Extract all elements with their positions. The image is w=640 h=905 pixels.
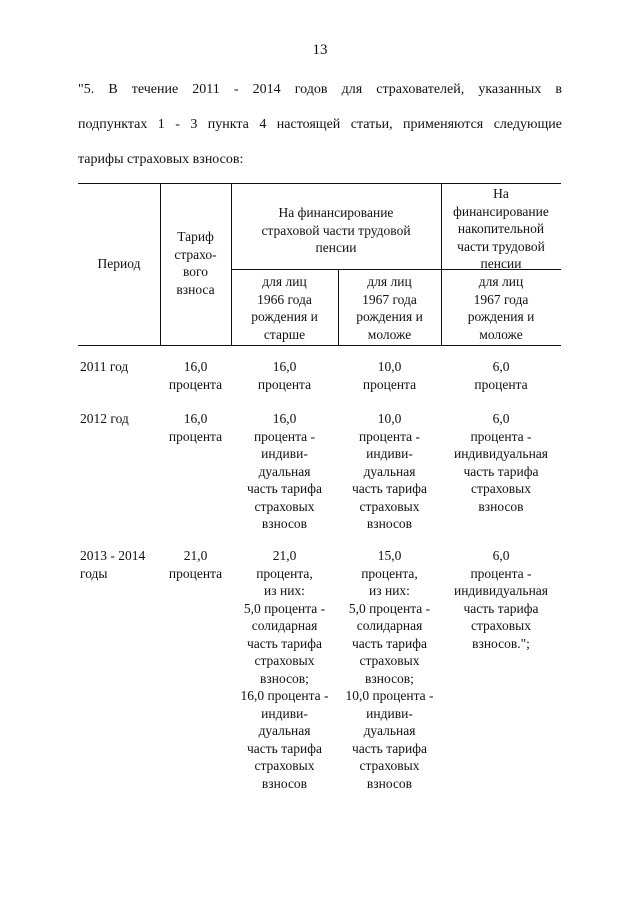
header-funded-1967-younger: для лиц 1967 года рождения и моложе [467,274,535,342]
header-top-border [78,183,561,184]
row-ins-1967: 10,0 процента - индиви- дуальная часть тарифа страховых взносов [352,411,427,531]
intro-line-3: тарифы страховых взносов: [78,152,244,167]
header-insurance-part: На финансирование страховой части трудовой пенсии [261,205,411,255]
row-tariff: 16,0 процента [168,359,223,392]
row-funded-1967: 6,0 процента - индивидуальная часть тарифа страховых взносов [453,411,548,514]
header-funded-part: На финансирование накопительной части трудовой пенсии [453,186,549,271]
header-ins-1966-older: для лиц 1966 года рождения и старше [251,274,318,342]
row-ins-1967: 15,0 процента, из них: 5,0 процента - солидарная часть тарифа страховых взносов; 10,0 процента - индиви- дуальная часть тарифа страховых взносов [345,548,434,791]
header-period: Период [97,256,141,271]
row-funded-1967: 6,0 процента [474,359,528,392]
header-ins-1967-younger: для лиц 1967 года рождения и моложе [356,274,423,342]
row-ins-1966: 21,0 процента, из них: 5,0 процента - солидарная часть тарифа страховых взносов; 16,0 процента - индиви- дуальная часть тарифа страховых взносов [240,548,329,791]
row-period: 2012 год [80,411,129,426]
row-tariff: 21,0 процента [168,548,223,581]
intro-line-1: "5. В течение 2011 - 2014 годов для страхователей, указанных в [78,82,562,97]
row-period: 2011 год [80,359,129,374]
row-tariff: 16,0 процента [168,411,223,444]
row-funded-1967: 6,0 процента - индивидуальная часть тарифа страховых взносов."; [453,548,548,651]
header-bottom-border [78,345,561,346]
row-ins-1966: 16,0 процента [257,359,312,392]
row-ins-1967: 10,0 процента [362,359,417,392]
page-number: 13 [312,42,328,58]
header-tariff: Тариф страхо- вого взноса [174,229,217,297]
intro-line-2: подпунктах 1 - 3 пункта 4 настоящей статьи, применяются следующие [78,117,562,132]
row-period: 2013 - 2014 годы [80,548,146,581]
row-ins-1966: 16,0 процента - индиви- дуальная часть тарифа страховых взносов [247,411,322,531]
